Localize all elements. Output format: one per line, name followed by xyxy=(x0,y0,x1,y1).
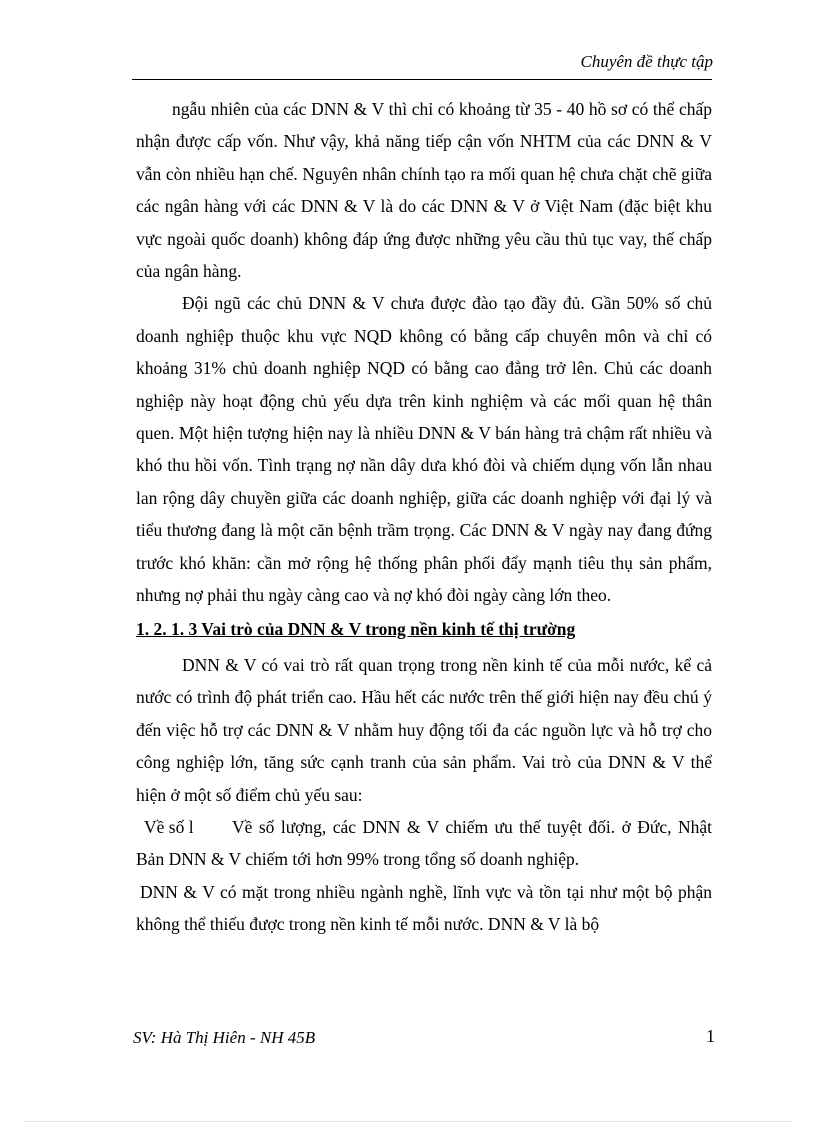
paragraph-5: DNN & V có mặt trong nhiều ngành nghề, lĩnh vực và tồn tại như một bộ phận không thể thiếu được trong nền kinh tế mỗi nước. DNN & V là bộ xyxy=(136,881,712,935)
page-bottom-rule xyxy=(25,1121,791,1122)
paragraph-4-text: Về số lượng, các DNN & V chiếm ưu thế tuyệt đối. ở Đức, Nhật Bản DNN & V chiếm tới hơn 99% trong tổng số doanh nghiệp. xyxy=(136,816,712,870)
header-rule xyxy=(132,79,712,80)
header-title: Chuyên đề thực tập xyxy=(580,52,713,71)
footer-author: SV: Hà Thị Hiên - NH 45B xyxy=(133,1028,316,1047)
paragraph-4-lead: Về số l xyxy=(144,816,194,837)
paragraph-1: ngẫu nhiên của các DNN & V thì chỉ có khoảng từ 35 - 40 hồ sơ có thể chấp nhận được cấp vốn. Như vậy, khả năng tiếp cận vốn NHTM của các DNN & V vẫn còn nhiều hạn chế. Nguyên nhân chính tạo ra mối quan hệ chưa chặt chẽ giữa các ngân hàng với các DNN & V là do các DNN & V ở Việt Nam (đặc biệt khu vực ngoài quốc doanh) không đáp ứng được những yêu cầu thủ tục vay, thế chấp của ngân hàng. xyxy=(136,99,712,282)
paragraph-4 xyxy=(136,811,712,876)
section-heading: 1. 2. 1. 3 Vai trò của DNN & V trong nền kinh tế thị trường xyxy=(136,618,576,639)
paragraph-3: DNN & V có vai trò rất quan trọng trong nền kinh tế của mỗi nước, kể cả nước có trình độ phát triển cao. Hầu hết các nước trên thế giới hiện nay đều chú ý đến việc hỗ trợ các DNN & V nhằm huy động tối đa các nguồn lực và hỗ trợ cho công nghiệp lớn, tăng sức cạnh tranh của sản phẩm. Vai trò của DNN & V thể hiện ở một số điểm chủ yếu sau: xyxy=(136,654,712,805)
paragraph-2: Đội ngũ các chủ DNN & V chưa được đào tạo đầy đủ. Gần 50% số chủ doanh nghiệp thuộc khu vực NQD không có bằng cấp chuyên môn và chỉ có khoảng 31% chủ doanh nghiệp NQD có bằng cao đẳng trở lên. Chủ các doanh nghiệp này hoạt động chủ yếu dựa trên kinh nghiệm và các mối quan hệ thân quen. Một hiện tượng hiện nay là nhiều DNN & V bán hàng trả chậm rất nhiều và khó thu hồi vốn. Tình trạng nợ nần dây dưa khó đòi và chiếm dụng vốn lẫn nhau lan rộng dây chuyền giữa các doanh nghiệp, giữa các doanh nghiệp với đại lý và tiểu thương đang là một căn bệnh trầm trọng. Các DNN & V ngày nay đang đứng trước khó khăn: cần mở rộng hệ thống phân phối đẩy mạnh tiêu thụ sản phẩm, nhưng nợ phải thu ngày càng cao và nợ khó đòi ngày càng lớn theo. xyxy=(136,293,712,606)
document-body xyxy=(136,93,712,941)
page-number: 1 xyxy=(706,1026,715,1046)
